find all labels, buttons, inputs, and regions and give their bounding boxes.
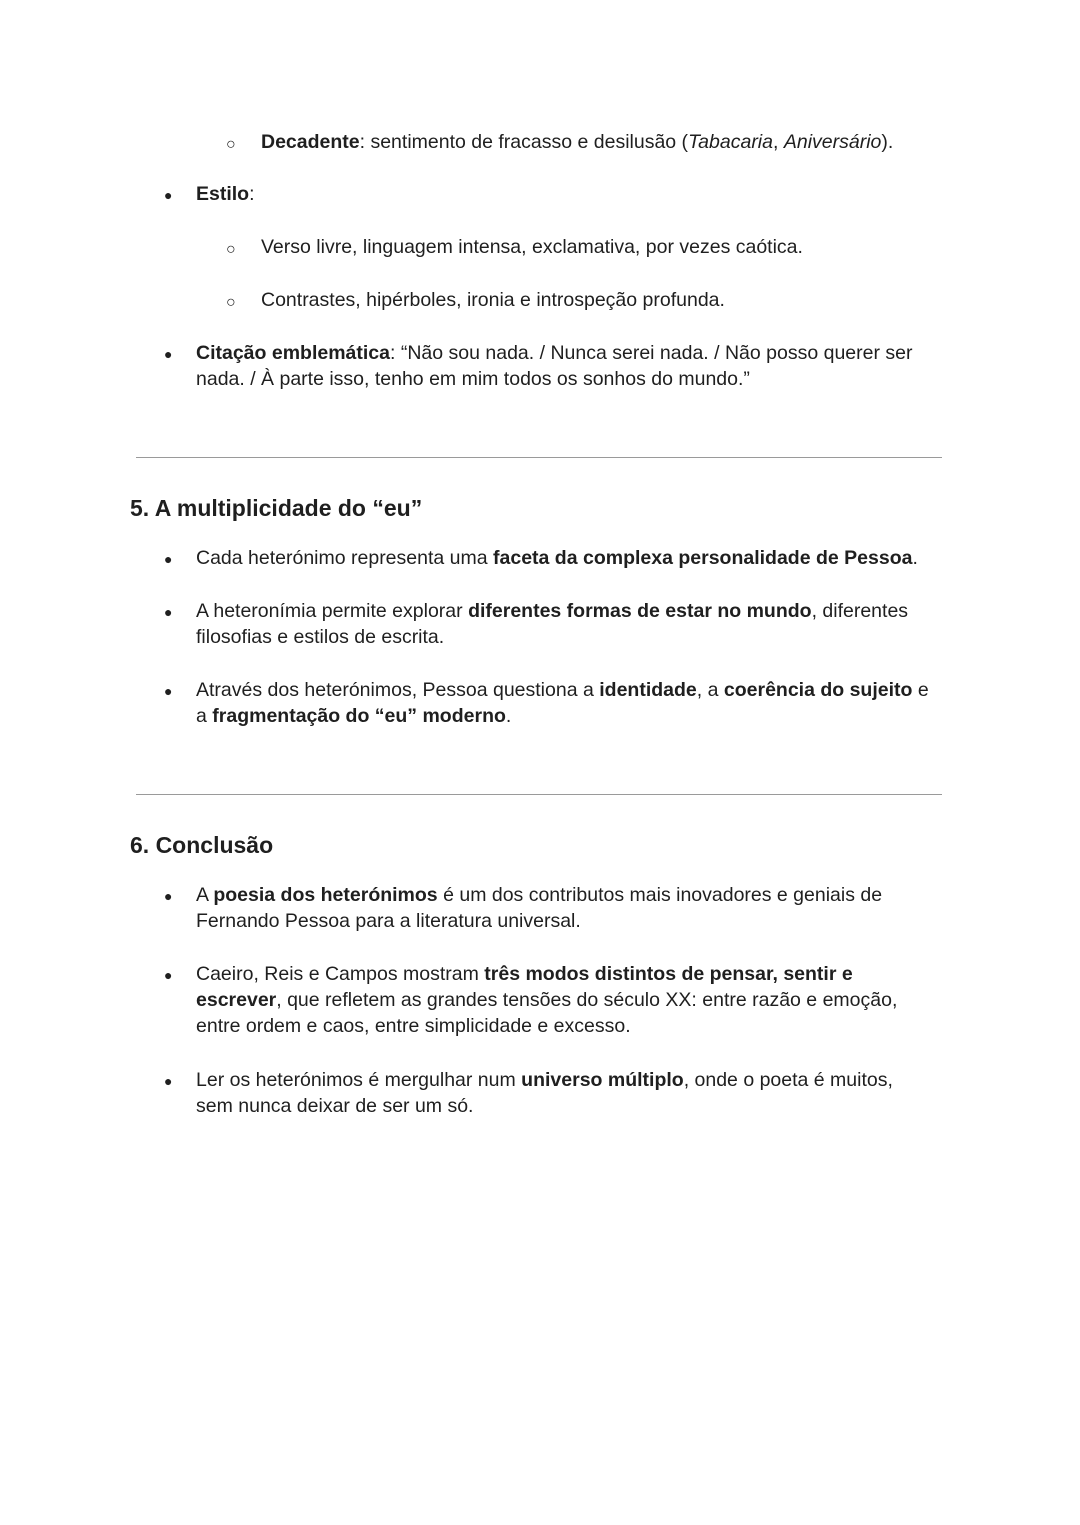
estilo-subitem: Contrastes, hipérboles, ironia e introspeção profunda. — [261, 289, 725, 311]
bullet-icon: ● — [164, 187, 173, 203]
section-heading: 5. A multiplicidade do “eu” — [130, 495, 423, 521]
decadente-item: Decadente: sentimento de fracasso e desilusão (Tabacaria, Aniversário). — [261, 131, 894, 153]
bullet-icon: ● — [164, 683, 173, 699]
bullet-icon: ● — [164, 551, 173, 567]
list-item: Ler os heterónimos é mergulhar num universo múltiplo, onde o poeta é muitos, sem nunca deixar de ser um só. — [196, 1069, 893, 1117]
list-item: A heteronímia permite explorar diferentes formas de estar no mundo, diferentes filosofias e estilos de escrita. — [196, 600, 909, 648]
estilo-item: Estilo: — [196, 183, 255, 205]
sub-bullet-icon: ○ — [226, 241, 236, 258]
list-item: Cada heterónimo representa uma faceta da complexa personalidade de Pessoa. — [196, 547, 918, 569]
citacao-item: Citação emblemática: “Não sou nada. / Nunca serei nada. / Não posso querer ser nada. / À parte isso, tenho em mim todos os sonhos do mundo.” — [196, 342, 913, 390]
list-item: Caeiro, Reis e Campos mostram três modos distintos de pensar, sentir e escrever, que refletem as grandes tensões do século XX: entre razão e emoção, entre ordem e caos, entre simplicidade e excesso. — [196, 963, 898, 1037]
estilo-label: Estilo — [196, 183, 250, 205]
bullet-icon: ● — [164, 888, 173, 904]
section-heading: 6. Conclusão — [130, 832, 274, 858]
section-divider — [136, 794, 942, 795]
list-item: A poesia dos heterónimos é um dos contributos mais inovadores e geniais de Fernando Pessoa para a literatura universal. — [196, 884, 883, 932]
bullet-icon: ● — [164, 1073, 173, 1089]
sub-bullet-icon: ○ — [226, 294, 236, 311]
bullet-icon: ● — [164, 967, 173, 983]
section-divider — [136, 457, 942, 458]
citacao-label: Citação emblemática — [196, 342, 391, 364]
list-item: Através dos heterónimos, Pessoa questiona a identidade, a coerência do sujeito e a fragmentação do “eu” moderno. — [196, 679, 929, 727]
estilo-subitem: Verso livre, linguagem intensa, exclamativa, por vezes caótica. — [261, 236, 803, 258]
bullet-icon: ● — [164, 346, 173, 362]
sub-bullet-icon: ○ — [226, 136, 236, 153]
decadente-label: Decadente — [261, 131, 360, 153]
bullet-icon: ● — [164, 604, 173, 620]
